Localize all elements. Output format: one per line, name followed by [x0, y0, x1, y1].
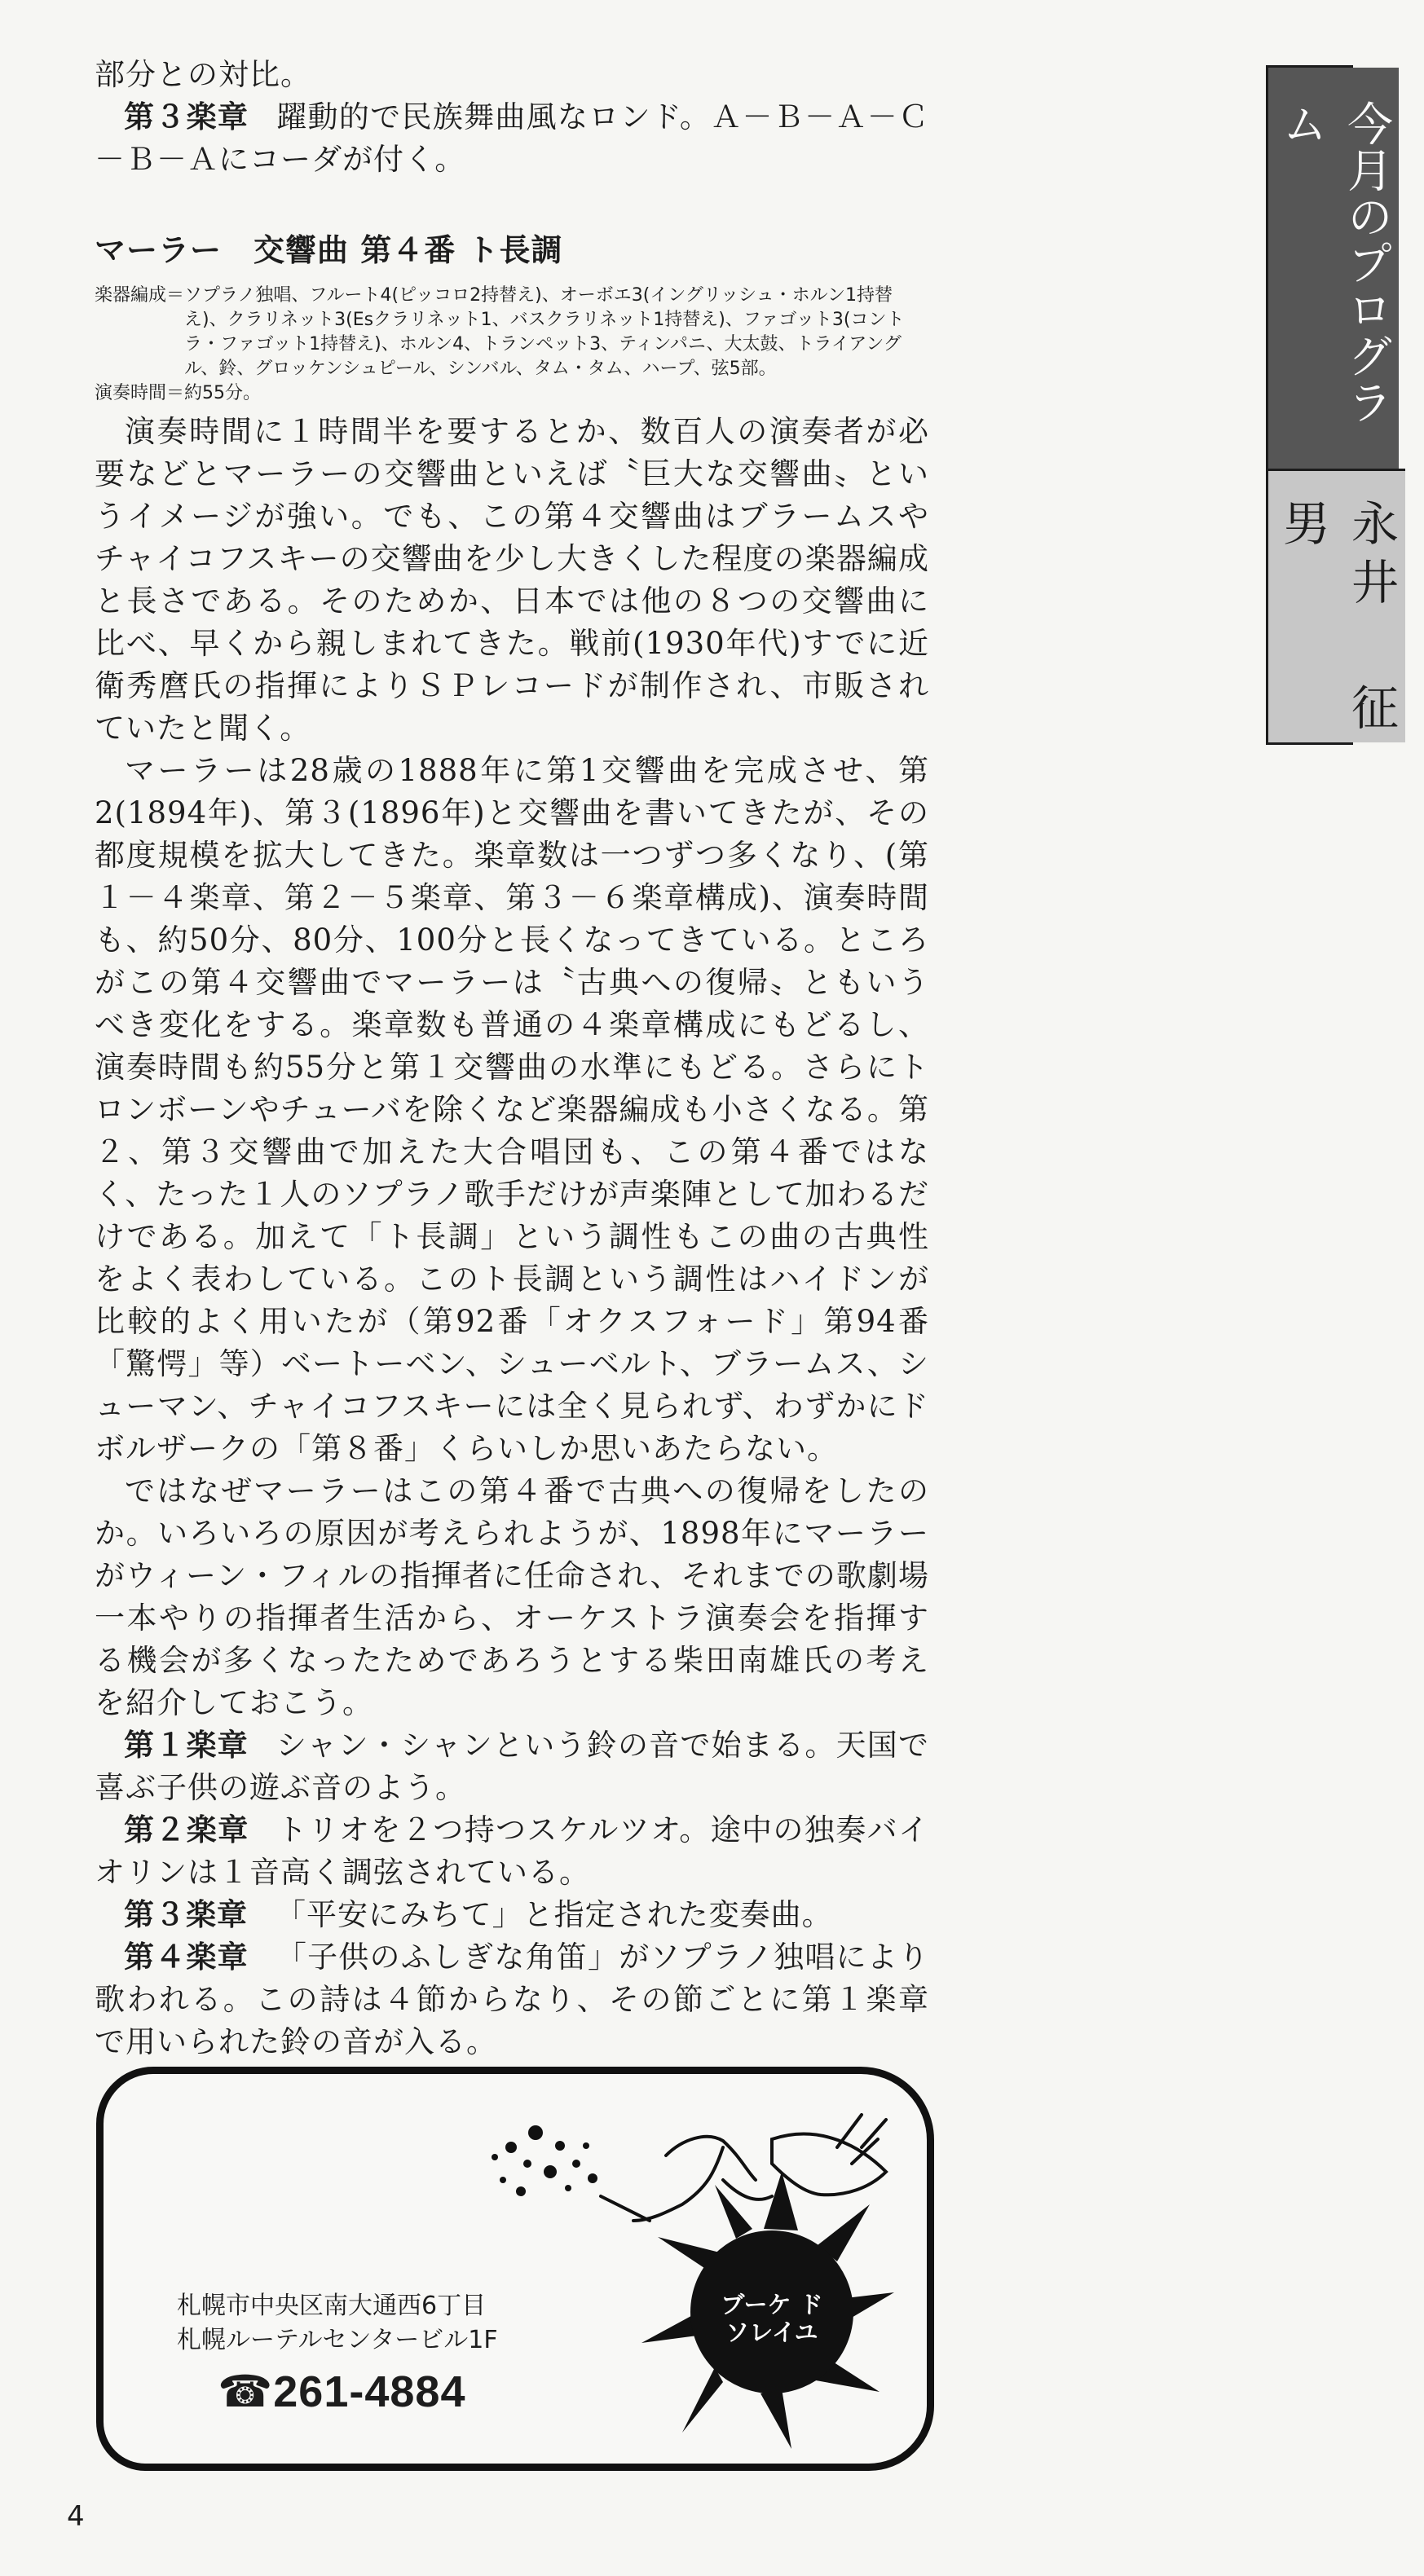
movement-3 [95, 1894, 929, 1936]
sun-logo-icon [478, 2098, 902, 2457]
movement-label: 第３楽章 [124, 1897, 248, 1932]
paragraph-2: マーラーは28歳の1888年に第1交響曲を完成させ、第2(1894年)、第３(1896年)と交響曲を書いてきたが、その都度規模を拡大してきた。楽章数は一つずつ多くなり、(第１－４楽章、第２－５楽章、第３－６楽章構成)、演奏時間も、約50分、80分、100分と長くなってきている。ところがこの第４交響曲でマーラーは〝古典への復帰〟ともいうべき変化をする。楽章数も普通の４楽章構成にもどるし、演奏時間も約55分と第１交響曲の水準にもどる。さらにトロンボーンやチューバを除くなど楽器編成も小さくなる。第２、第３交響曲で加えた大合唱団も、この第４番ではなく、たった１人のソプラノ歌手だけが声楽陣として加わるだけである。加えて「ト長調」という調性もこの曲の古典性をよく表わしている。このト長調という調性はハイドンが比較的よく用いたが（第92番「オクスフォード」第94番「驚愕」等）ベートーベン、シューベルト、ブラームス、シューマン、チャイコフスキーには全く見られず、わずかにドボルザークの「第８番」くらいしか思いあたらない。 [95, 753, 929, 1466]
address-line-1: 札幌市中央区南大通西6丁目 [177, 2292, 487, 2320]
phone-number: ☎261-4884 [218, 2367, 466, 2416]
movement-label: 第２楽章 [124, 1812, 249, 1847]
movement-1 [95, 1724, 929, 1809]
paragraph-1: 演奏時間に１時間半を要するとか、数百人の演奏者が必要などとマーラーの交響曲といえば〝巨大な交響曲〟というイメージが強い。でも、この第４交響曲はブラームスやチャイコフスキーの交響曲を少し大きくした程度の楽器編成と長さである。そのためか、日本では他の８つの交響曲に比べ、早くから親しまれてきた。戦前(1930年代)すでに近衛秀麿氏の指揮によりＳＰレコードが制作され、市販されていたと聞く。 [95, 414, 929, 746]
author-name: 永井 征男 [1268, 469, 1405, 742]
article-column [95, 54, 929, 2063]
advertisement [96, 2067, 934, 2471]
paragraph-3: ではなぜマーラーはこの第４番で古典への復帰をしたのか。いろいろの原因が考えられようが、1898年にマーラーがウィーン・フィルの指揮者に任命され、それまでの歌劇場一本やりの指揮者生活から、オーケストラ演奏会を指揮する機会が多くなったためであろうとする柴田南雄氏の考えを紹介しておこう。 [95, 1473, 929, 1720]
instrumentation-text: ソプラノ独唱、フルート4(ピッコロ2持替え)、オーボエ3(イングリッシュ・ホルン1持替え)、クラリネット3(Esクラリネット1、バスクラリネット1持替え)、ファゴット3(コントラ・ファゴット1持替え)、ホルン4、トランペット3、ティンパニ、大太鼓、トライアングル、鈴、グロッケンシュピール、シンバル、タム・タム、ハープ、弦5部。 [184, 285, 905, 379]
page-number: 4 [67, 2500, 85, 2533]
shop-address [177, 2289, 498, 2358]
movement-label: 第３楽章 [124, 99, 249, 134]
movement-text: 「子供のふしぎな角笛」がソプラノ独唱により歌われる。この詩は４節からなり、その節ごとに第１楽章で用いられた鈴の音が入る。 [95, 1940, 930, 2059]
instrumentation [95, 284, 929, 381]
movement-label: 第４楽章 [124, 1940, 249, 1975]
intro-line: 部分との対比。 [95, 57, 311, 92]
movement-text: 「平安にみちて」と指定された変奏曲。 [276, 1897, 833, 1932]
movement-text: 躍動的で民族舞曲風なロンド。Ａ－Ｂ－Ａ－Ｃ－Ｂ－Ａにコーダが付く。 [95, 99, 930, 177]
movement-2 [95, 1809, 929, 1894]
duration: 演奏時間＝約55分。 [95, 383, 261, 403]
movement-text: トリオを２つ持つスケルツオ。途中の独奏バイオリンは１音高く調弦されている。 [95, 1812, 929, 1890]
movement-text: シャン・シャンという鈴の音で始まる。天国で喜ぶ子供の遊ぶ音のよう。 [95, 1728, 929, 1805]
section-title: 今月のプログラム [1268, 68, 1399, 469]
logo-text: ブーケ ド ソレイユ [721, 2291, 823, 2346]
movement-label: 第１楽章 [124, 1728, 249, 1763]
movement-4 [95, 1936, 929, 2063]
intro-movement-3 [95, 96, 929, 181]
section-banner [1266, 65, 1399, 745]
piece-title: マーラー 交響曲 第４番 ト長調 [95, 232, 563, 268]
address-line-2: 札幌ルーテルセンタービル1F [177, 2326, 498, 2354]
instrumentation-label: 楽器編成＝ [95, 285, 185, 306]
